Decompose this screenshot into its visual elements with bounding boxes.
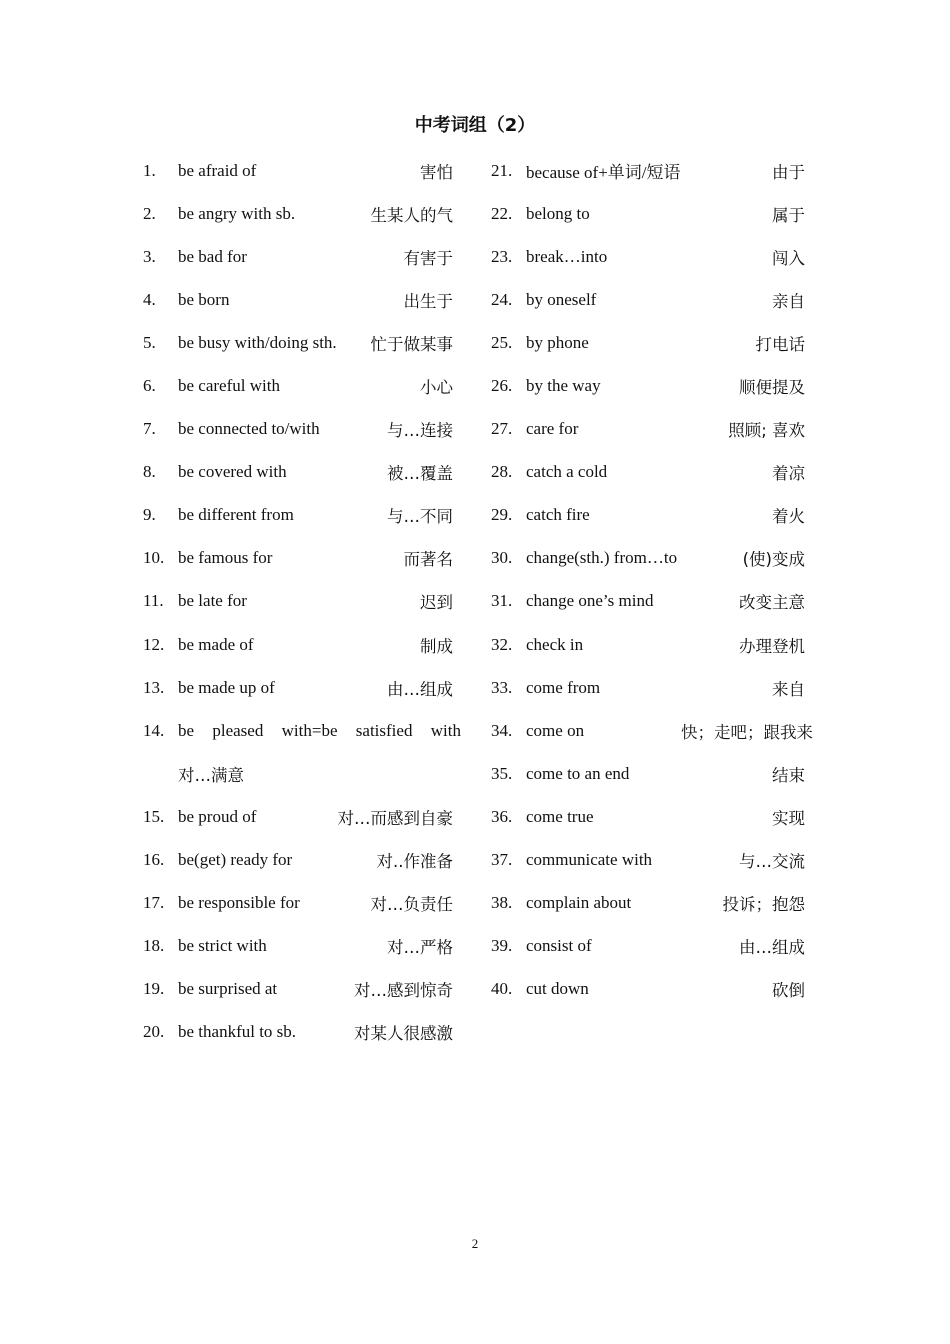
phrase-row [143, 666, 461, 709]
phrase-row [143, 925, 461, 968]
english-phrase: by the way [526, 376, 601, 396]
chinese-meaning: 着火 [772, 507, 805, 527]
english-phrase: be responsible for [178, 893, 300, 913]
page-title: 中考词组（2） [414, 115, 536, 136]
english-phrase: be made up of [178, 677, 275, 697]
chinese-meaning: 害怕 [420, 162, 453, 182]
phrase-row [491, 494, 813, 537]
chinese-meaning: 投诉；抱怨 [722, 895, 805, 915]
phrase-row [143, 408, 461, 451]
page-number: 2 [471, 1236, 479, 1251]
english-phrase: communicate with [526, 850, 653, 870]
item-number: 36. [491, 806, 513, 826]
chinese-meaning: 顺便提及 [739, 378, 805, 398]
english-phrase: be angry with sb. [178, 203, 296, 223]
english-phrase: be different from [178, 505, 294, 525]
item-number: 10. [143, 548, 165, 568]
chinese-meaning: 而著名 [403, 550, 453, 570]
item-number: 5. [143, 332, 156, 352]
english-phrase: be connected to/with [178, 419, 320, 439]
english-phrase: be made of [178, 634, 254, 654]
phrase-row [143, 192, 461, 235]
english-phrase: because of+单词/短语 [526, 163, 681, 183]
item-number: 3. [143, 246, 156, 266]
chinese-meaning: 对…感到惊奇 [354, 981, 453, 1001]
chinese-meaning: 改变主意 [739, 593, 805, 613]
chinese-meaning: 对某人很感激 [354, 1024, 453, 1044]
chinese-meaning: 打电话 [755, 334, 805, 354]
item-number: 4. [143, 289, 156, 309]
item-number: 37. [491, 850, 513, 870]
item-number: 12. [143, 634, 165, 654]
item-number: 2. [143, 203, 156, 223]
item-number: 14. [143, 720, 165, 740]
chinese-meaning: 对..作准备 [376, 852, 453, 872]
chinese-meaning: 对…满意 [178, 765, 244, 785]
item-number: 15. [143, 806, 165, 826]
item-number: 16. [143, 850, 165, 870]
phrase-row [491, 149, 813, 192]
phrase-row [491, 235, 813, 278]
english-phrase: be thankful to sb. [178, 1022, 297, 1042]
chinese-meaning: 与…连接 [387, 421, 453, 441]
english-phrase: be late for [178, 591, 247, 611]
item-number: 24. [491, 289, 513, 309]
chinese-meaning: 与…不同 [387, 507, 453, 527]
chinese-meaning: 来自 [772, 679, 805, 699]
english-phrase: come on [526, 720, 585, 740]
english-phrase: be bad for [178, 246, 247, 266]
phrase-row [143, 321, 461, 364]
item-number: 38. [491, 893, 513, 913]
chinese-meaning: 结束 [772, 765, 805, 785]
english-phrase: complain about [526, 893, 632, 913]
phrase-row [143, 364, 461, 407]
chinese-meaning: 亲自 [772, 291, 805, 311]
english-phrase: come to an end [526, 763, 630, 783]
item-number: 40. [491, 979, 513, 999]
english-phrase: be strict with [178, 936, 267, 956]
phrase-row [491, 580, 813, 623]
phrase-row [143, 537, 461, 580]
chinese-meaning: 与…交流 [739, 852, 805, 872]
chinese-meaning: 属于 [772, 205, 805, 225]
chinese-meaning: 着凉 [772, 464, 805, 484]
phrase-row [491, 451, 813, 494]
chinese-meaning: 砍倒 [772, 981, 805, 1001]
phrase-row [491, 709, 813, 752]
phrase-row [491, 882, 813, 925]
english-phrase: catch a cold [526, 462, 608, 482]
english-phrase: break…into [526, 246, 608, 266]
chinese-meaning: 小心 [420, 378, 453, 398]
phrase-row [491, 364, 813, 407]
phrase-row [491, 278, 813, 321]
chinese-meaning: 生某人的气 [370, 205, 453, 225]
item-number: 1. [143, 160, 156, 180]
item-number: 7. [143, 419, 156, 439]
item-number: 11. [143, 591, 164, 611]
item-number: 39. [491, 936, 513, 956]
phrase-row [143, 149, 461, 192]
chinese-meaning: 快；走吧；跟我来 [681, 722, 813, 742]
english-phrase: change(sth.) from…to [526, 548, 678, 568]
english-phrase: care for [526, 419, 579, 439]
english-phrase: be born [178, 289, 230, 309]
chinese-meaning: 闯入 [772, 248, 805, 268]
phrase-row [143, 278, 461, 321]
english-phrase: check in [526, 634, 584, 654]
phrase-row [143, 882, 461, 925]
item-number: 25. [491, 332, 513, 352]
english-phrase: be afraid of [178, 160, 257, 180]
item-number: 23. [491, 246, 513, 266]
english-phrase: belong to [526, 203, 590, 223]
english-phrase: be careful with [178, 376, 280, 396]
left-column [143, 149, 461, 1054]
english-phrase: be covered with [178, 462, 287, 482]
item-number: 19. [143, 979, 165, 999]
chinese-meaning: 由…组成 [387, 679, 453, 699]
item-number: 30. [491, 548, 513, 568]
chinese-meaning: 对…严格 [387, 938, 453, 958]
english-phrase: cut down [526, 979, 589, 999]
phrase-row [143, 235, 461, 278]
item-number: 20. [143, 1022, 165, 1042]
chinese-meaning: 办理登机 [739, 636, 805, 656]
chinese-meaning: 对…负责任 [370, 895, 453, 915]
english-phrase: come from [526, 677, 601, 697]
english-phrase: come true [526, 806, 594, 826]
chinese-meaning: (使)变成 [742, 550, 805, 570]
phrase-row [143, 451, 461, 494]
phrase-row [143, 968, 461, 1011]
chinese-meaning: 对…而感到自豪 [337, 808, 453, 828]
english-phrase: be proud of [178, 806, 257, 826]
english-phrase: by phone [526, 332, 589, 352]
item-number: 27. [491, 419, 513, 439]
phrase-row [491, 192, 813, 235]
phrase-row [143, 795, 461, 838]
phrase-row [143, 839, 461, 882]
chinese-meaning: 出生于 [403, 291, 453, 311]
item-number: 8. [143, 462, 156, 482]
english-phrase: be(get) ready for [178, 850, 293, 870]
item-number: 35. [491, 763, 513, 783]
phrase-row [143, 709, 461, 795]
item-number: 9. [143, 505, 156, 525]
phrase-row [143, 580, 461, 623]
item-number: 6. [143, 376, 156, 396]
item-number: 21. [491, 160, 513, 180]
chinese-meaning: 照顾; 喜欢 [728, 421, 805, 441]
english-phrase: consist of [526, 936, 592, 956]
item-number: 29. [491, 505, 513, 525]
phrase-row [491, 623, 813, 666]
phrase-row [491, 752, 813, 795]
phrase-row [491, 839, 813, 882]
english-phrase: be famous for [178, 548, 273, 568]
chinese-meaning: 忙于做某事 [370, 334, 453, 354]
item-number: 18. [143, 936, 165, 956]
item-number: 28. [491, 462, 513, 482]
phrase-row [143, 494, 461, 537]
chinese-meaning: 有害于 [403, 248, 453, 268]
chinese-meaning: 被…覆盖 [387, 464, 453, 484]
phrase-row [143, 623, 461, 666]
phrase-row [491, 968, 813, 1011]
phrase-row [491, 408, 813, 451]
phrase-row [491, 795, 813, 838]
item-number: 22. [491, 203, 513, 223]
phrase-row [491, 666, 813, 709]
english-phrase: be pleased with=be satisfied with [178, 720, 461, 740]
english-phrase: be busy with/doing sth. [178, 332, 337, 352]
english-phrase: change one’s mind [526, 591, 654, 611]
right-column [491, 149, 813, 1011]
item-number: 31. [491, 591, 513, 611]
item-number: 26. [491, 376, 513, 396]
chinese-meaning: 迟到 [420, 593, 453, 613]
english-phrase: catch fire [526, 505, 590, 525]
item-number: 13. [143, 677, 165, 697]
phrase-row [491, 925, 813, 968]
chinese-meaning: 制成 [420, 636, 453, 656]
english-phrase: by oneself [526, 289, 597, 309]
item-number: 34. [491, 720, 513, 740]
item-number: 32. [491, 634, 513, 654]
item-number: 33. [491, 677, 513, 697]
english-phrase: be surprised at [178, 979, 278, 999]
phrase-row [491, 321, 813, 364]
chinese-meaning: 由于 [772, 162, 805, 182]
item-number: 17. [143, 893, 165, 913]
chinese-meaning: 实现 [772, 808, 805, 828]
phrase-row [143, 1011, 461, 1054]
chinese-meaning: 由…组成 [739, 938, 805, 958]
phrase-row [491, 537, 813, 580]
